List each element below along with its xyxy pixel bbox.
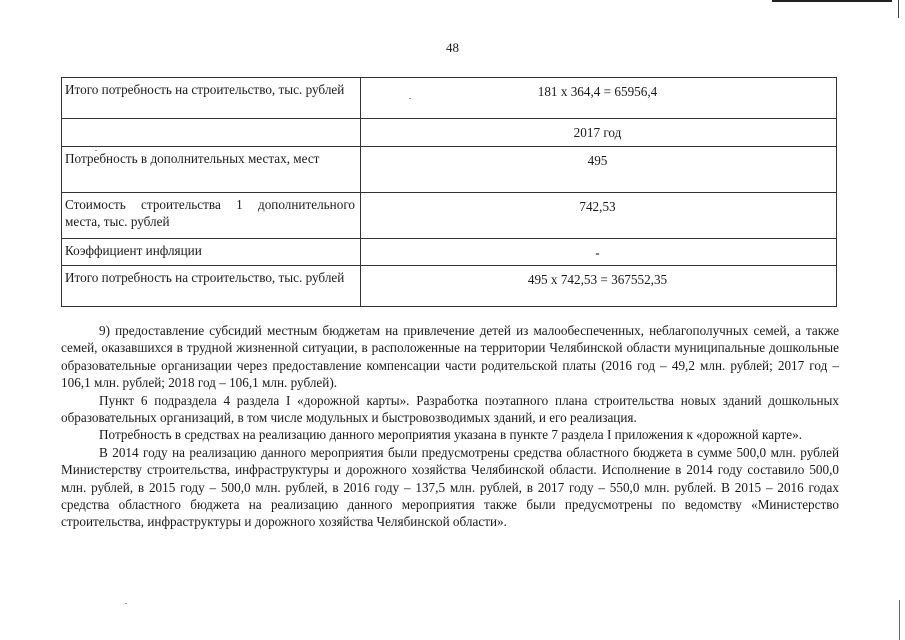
row-value: 495 xyxy=(361,147,837,193)
table-row xyxy=(62,266,837,307)
scan-edge-mark xyxy=(898,0,899,18)
paragraph: В 2014 году на реализацию данного мероприятия были предусмотрены средства областного бюджета в сумме 500,0 млн. рублей Министерству строительства, инфраструктуры и дорожного хозяйства Челябинской области. Исполнение в 2014 году составило 500,0 млн. рублей, в 2015 году – 500,0 млн. рублей, в 2016 году – 137,5 млн. рублей, в 2017 году – 550,0 млн. рублей. В 2015 – 2016 годах средства областного бюджета на реализацию данного мероприятия также были предусмотрены по ведомству «Министерство строительства, инфраструктуры и дорожного хозяйства Челябинской области». xyxy=(61,444,839,530)
row-label xyxy=(62,119,361,147)
page-number: 48 xyxy=(446,40,459,55)
row-label: Коэффициент инфляции xyxy=(62,239,361,266)
row-label: Итого потребность на строительство, тыс. рублей xyxy=(62,266,361,307)
table-row xyxy=(62,193,837,239)
row-value: - xyxy=(361,239,837,266)
scan-edge-mark xyxy=(899,600,900,640)
scan-speck xyxy=(409,98,411,99)
table-row xyxy=(62,147,837,193)
body-text xyxy=(61,322,839,531)
paragraph: Пункт 6 подраздела 4 раздела I «дорожной карты». Разработка поэтапного плана строительства новых зданий дошкольных образовательных организаций, в том числе модульных и быстровозводимых зданий, и его реализация. xyxy=(61,392,839,426)
row-value: 742,53 xyxy=(361,193,837,239)
row-label: Итого потребность на строительство, тыс. рублей xyxy=(62,78,361,119)
year-header: 2017 год xyxy=(361,119,837,147)
row-value: 181 х 364,4 = 65956,4 xyxy=(361,78,837,119)
paragraph: Потребность в средствах на реализацию данного мероприятия указана в пункте 7 раздела I приложения к «дорожной карте». xyxy=(99,427,803,443)
table-row xyxy=(62,78,837,119)
scan-speck xyxy=(125,603,127,604)
table-row xyxy=(62,239,837,266)
paragraph: 9) предоставление субсидий местным бюджетам на привлечение детей из малообеспеченных, неблагополучных семей, а также семей, оказавшихся в трудной жизненной ситуации, в расположенные на территории Челябинской области муниципальные дошкольные образовательные организации через предоставление компенсации части родительской платы (2016 год – 49,2 млн. рублей; 2017 год – 106,1 млн. рублей; 2018 год – 106,1 млн. рублей). xyxy=(61,323,839,391)
row-label: Стоимость строительства 1 дополнительного места, тыс. рублей xyxy=(62,193,361,239)
scan-speck xyxy=(95,150,97,151)
row-value: 495 х 742,53 = 367552,35 xyxy=(361,266,837,307)
table-row xyxy=(62,119,837,147)
calculation-table xyxy=(61,77,837,307)
row-label: Потребность в дополнительных местах, мест xyxy=(62,147,361,193)
scan-top-rule xyxy=(772,0,892,2)
